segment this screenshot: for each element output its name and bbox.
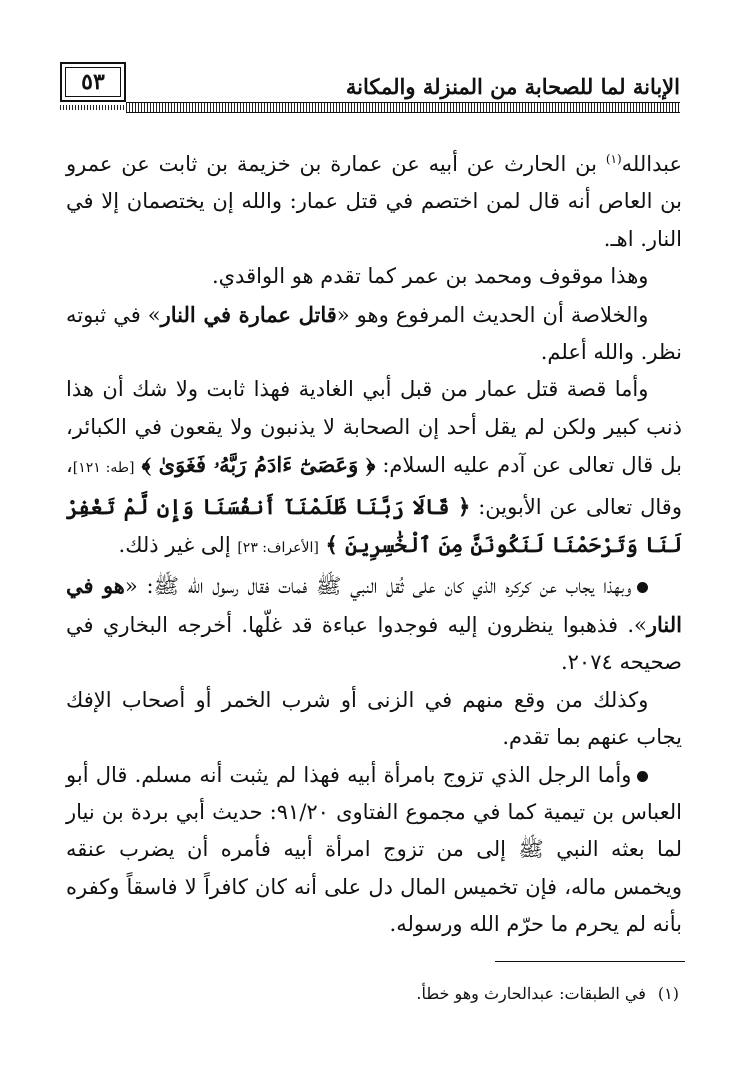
header-ornament-rule: [126, 102, 680, 113]
quran-verse-1: ﴿ وَعَصَىٰٓ ءَادَمُ رَبَّهُۥ فَغَوَىٰ ﴾: [141, 452, 376, 478]
paragraph-7: وأما الرجل الذي تزوج بامرأة أبيه فهذا لم يثبت أنه مسلم. قال أبو العباس بن تيمية كما في مجموع الفتاوى ٩١/٢٠: حديث أبي بردة بن نيار لما بعثه النبي ﷺ إلى من تزوج امرأة أبيه فأمره أن يضرب عنقه ويخمس ماله، فإن تخميس المال دل على أنه كان كافراً لا فاسقاً وكفره بأنه لم يحرم ما حرّم الله ورسوله.: [66, 762, 682, 937]
bullet-icon: [637, 771, 648, 782]
verse-ref-1: [طه: ١٢١]: [72, 460, 135, 477]
running-title: الإبانة لما للصحابة من المنزلة والمكانة: [345, 74, 680, 99]
paragraph-3: والخلاصة أن الحديث المرفوع وهو «قاتل عمارة في النار» في ثبوته نظر. والله أعلم.: [66, 301, 682, 365]
paragraph-6: وكذلك من وقع منهم في الزنى أو شرب الخمر أو أصحاب الإفك يجاب عنهم بما تقدم.: [66, 687, 682, 750]
footnote-1: (١)في الطبقات: عبدالحارث وهو خطأ.: [416, 984, 679, 1003]
verse-ref-2: [الأعراف: ٢٣]: [237, 540, 319, 557]
paragraph-4: وأما قصة قتل عمار من قبل أبي الغادية فهذا ثابت ولا شك أن هذا ذنب كبير ولكن لم يقل أحد إن الصحابة لا يذنبون ولا يقعون في الكبائر، بل قال تعالى عن آدم عليه السلام: ﴿ وَعَصَىٰٓ ءَادَمُ رَبَّهُۥ فَغَوَىٰ ﴾ [طه: ١٢١]، وقال تعالى عن الأبوين: ﴿ قَالَا رَبَّنَا ظَلَمْنَآ أَنفُسَنَا وَإِن لَّمْ تَغْفِرْ لَنَا وَتَرْحَمْنَا لَنَكُونَنَّ مِنَ ٱلْخَٰسِرِينَ ﴾ [الأعراف: ٢٣] إلى غير ذلك.: [66, 377, 682, 558]
footnote-ref: (١): [605, 152, 622, 166]
main-text: [66, 146, 682, 944]
paragraph-5: وبهذا يجاب عن كركره الذي كان على ثُقل النبي ﷺ فمات فقال رسول الله ﷺ: «هو في النار». فذهبوا ينظرون إليه فوجدوا عباءة قد غلّها. أخرجه البخاري في صحيحه ٢٠٧٤.: [66, 573, 682, 675]
quran-verse-2: ﴿ قَالَا رَبَّنَا ظَلَمْنَآ أَنفُسَنَا وَإِن لَّمْ تَغْفِرْ لَنَا وَتَرْحَمْنَا لَنَكُونَنَّ مِنَ ٱلْخَٰسِرِينَ ﴾: [66, 493, 682, 558]
header-ornament-left: [60, 105, 126, 110]
paragraph-2: وهذا موقوف ومحمد بن عمر كما تقدم هو الواقدي.: [211, 264, 649, 289]
footnote-separator: [495, 961, 685, 962]
bullet-icon: [637, 582, 648, 593]
page-header: [60, 60, 680, 110]
paragraph-1: عبدالله$^{(١)}$ بن الحارث عن أبيه عن عمارة بن خزيمة بن ثابت عن عمرو بن العاص أنه قال لمن اختصم في قتل عمار: والله إن يختصمان إلا في النار. اهـ.: [66, 152, 682, 251]
page-number: ٥٣: [60, 62, 126, 102]
